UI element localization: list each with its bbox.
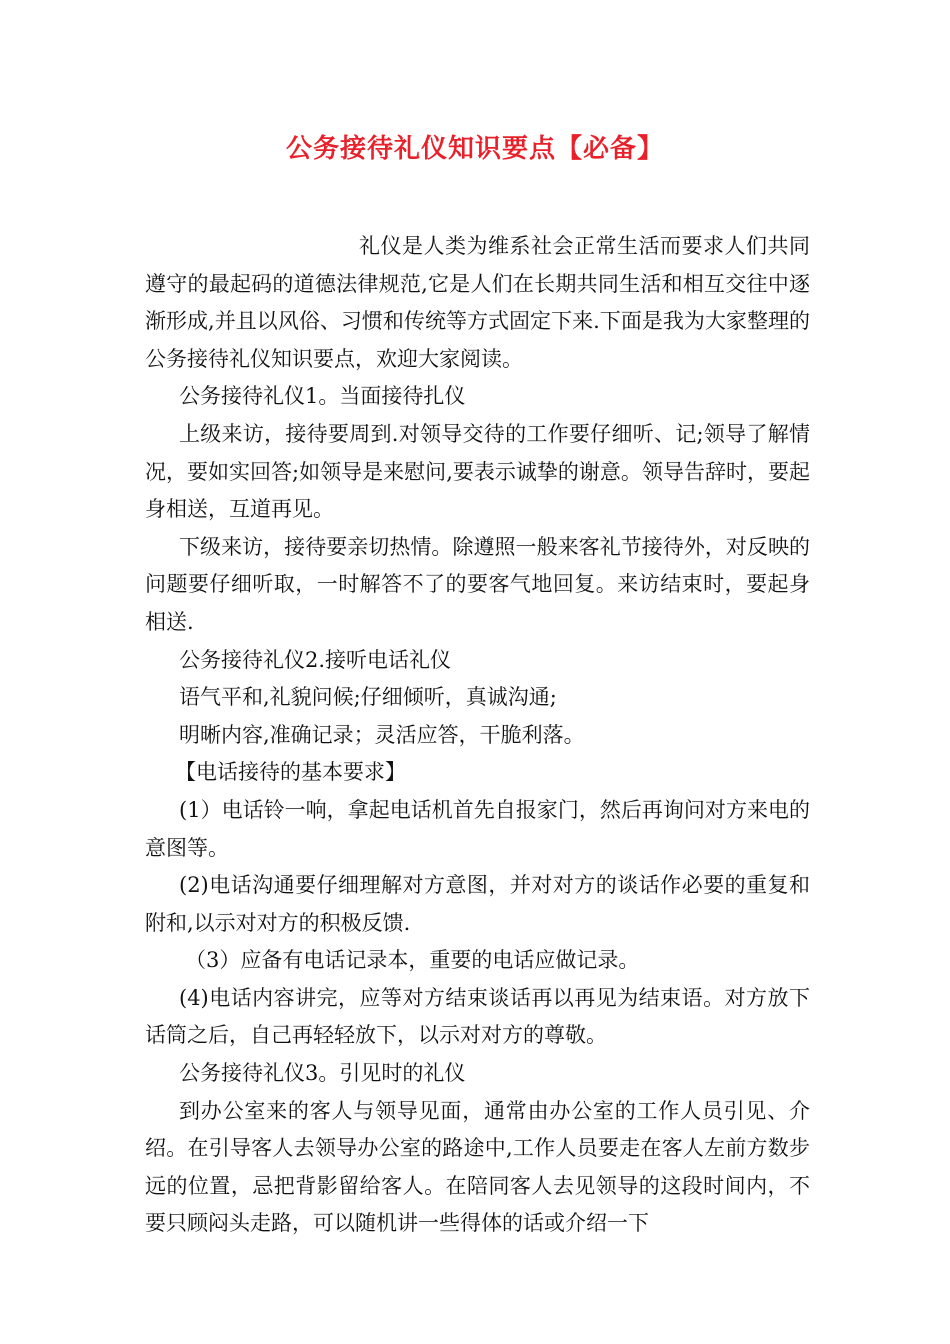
- document-body: [145, 228, 810, 1243]
- section-heading-1: 公务接待礼仪1。当面接待扎仪: [179, 384, 466, 409]
- subheading: 【电话接待的基本要求】: [175, 760, 406, 785]
- section-heading-3: 公务接待礼仪3。引见时的礼仪: [179, 1061, 466, 1086]
- paragraph: 明晰内容,准确记录；灵活应答，干脆利落。: [179, 722, 585, 747]
- paragraph-intro: 礼仪是人类为维系社会正常生活而要求人们共同遵守的最起码的道德法律规范,它是人们在长期共同生活和相互交往中逐渐形成,并且以风俗、习惯和传统等方式固定下来.下面是我为大家整理的公务接待礼仪知识要点，欢迎大家阅读。: [145, 234, 810, 371]
- paragraph: 到办公室来的客人与领导见面，通常由办公室的工作人员引见、介绍。在引导客人去领导办公室的路途中,工作人员要走在客人左前方数步远的位置，忌把背影留给客人。在陪同客人去见领导的这段时间内，不要只顾闷头走路，可以随机讲一些得体的话或介绍一下: [145, 1098, 810, 1236]
- paragraph: 下级来访，接待要亲切热情。除遵照一般来客礼节接待外，对反映的问题要仔细听取，一时解答不了的要客气地回复。来访结束时，要起身相送.: [145, 534, 810, 634]
- paragraph: 语气平和,礼貌问候;仔细倾听，真诚沟通;: [179, 685, 557, 710]
- paragraph: 上级来访，接待要周到.对领导交待的工作要仔细听、记;领导了解情况，要如实回答;如领导是来慰问,要表示诚挚的谢意。领导告辞时，要起身相送，互道再见。: [145, 421, 810, 522]
- list-item: (4)电话内容讲完，应等对方结束谈话再以再见为结束语。对方放下话筒之后，自己再轻轻放下，以示对对方的尊敬。: [145, 985, 810, 1048]
- list-item: （3）应备有电话记录本，重要的电话应做记录。: [185, 948, 640, 973]
- list-item: (2)电话沟通要仔细理解对方意图，并对对方的谈话作必要的重复和附和,以示对对方的积极反馈.: [145, 873, 810, 935]
- document-title: 公务接待礼仪知识要点【必备】: [285, 134, 664, 164]
- list-item: (1）电话铃一响，拿起电话机首先自报家门，然后再询问对方来电的意图等。: [145, 797, 810, 860]
- section-heading-2: 公务接待礼仪2.接听电话礼仪: [179, 647, 452, 672]
